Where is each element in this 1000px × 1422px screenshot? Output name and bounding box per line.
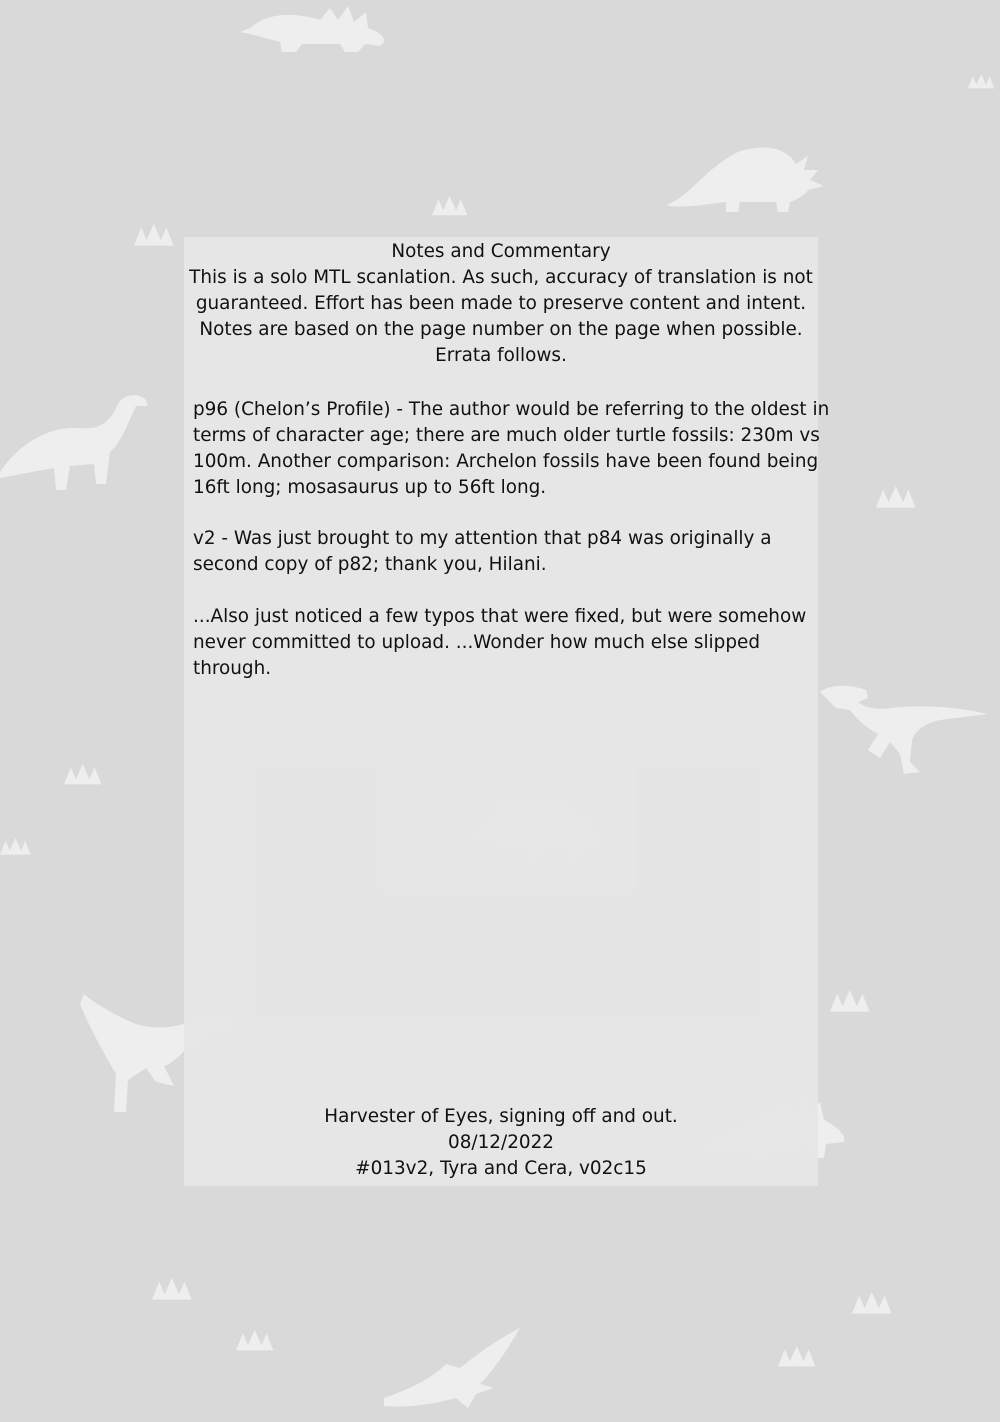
grass-tuft-icon	[236, 1330, 273, 1350]
note-paragraph-p96	[193, 397, 830, 501]
grass-tuft-icon	[134, 224, 174, 246]
paragraph-line: terms of character age; there are much older turtle fossils: 230m vs	[193, 424, 820, 446]
signoff-line: Harvester of Eyes, signing off and out.	[324, 1106, 678, 1127]
signoff-release-id: #013v2, Tyra and Cera, v02c15	[355, 1157, 647, 1179]
paragraph-line: v2 - Was just brought to my attention that p84 was originally a	[193, 528, 772, 549]
tyrannosaurus-icon	[820, 686, 988, 774]
notes-intro-line: guaranteed. Effort has been made to preserve content and intent.	[195, 292, 807, 314]
grass-tuft-icon	[0, 838, 31, 855]
grass-tuft-icon	[968, 74, 994, 88]
notes-intro-line: Notes are based on the page number on the page when possible.	[199, 318, 803, 340]
paragraph-line: ...Also just noticed a few typos that were fixed, but were somehow	[193, 606, 807, 627]
brontosaurus-icon	[0, 395, 148, 490]
grass-tuft-icon	[64, 764, 101, 784]
paragraph-line: 16ft long; mosasaurus up to 56ft long.	[193, 476, 547, 498]
triceratops-icon	[668, 148, 824, 212]
stegosaurus-icon	[240, 6, 384, 52]
notes-panel	[184, 237, 830, 1186]
paragraph-line: second copy of p82; thank you, Hilani.	[193, 553, 547, 575]
grass-tuft-icon	[876, 486, 916, 508]
grass-tuft-icon	[432, 196, 467, 215]
signoff-block	[184, 1104, 818, 1182]
paragraph-line: p96 (Chelon’s Profile) - The author would be referring to the oldest in	[193, 399, 830, 420]
notes-title: Notes and Commentary	[391, 241, 611, 262]
note-paragraph-v2	[193, 526, 813, 578]
grass-tuft-icon	[830, 990, 870, 1012]
paragraph-line: never committed to upload. ...Wonder how much else slipped	[193, 631, 760, 653]
signoff-date: 08/12/2022	[448, 1131, 554, 1153]
notes-intro-line: This is a solo MTL scanlation. As such, accuracy of translation is not	[189, 266, 813, 288]
pterodactyl-icon	[384, 1328, 520, 1408]
paragraph-line: 100m. Another comparison: Archelon fossils have been found being	[193, 450, 819, 472]
grass-tuft-icon	[778, 1346, 815, 1366]
note-paragraph-typos	[193, 604, 813, 682]
notes-intro-line: Errata follows.	[435, 344, 567, 366]
grass-tuft-icon	[152, 1278, 192, 1300]
notes-heading-block	[184, 239, 818, 369]
grass-tuft-icon	[852, 1292, 892, 1314]
paragraph-line: through.	[193, 657, 272, 679]
